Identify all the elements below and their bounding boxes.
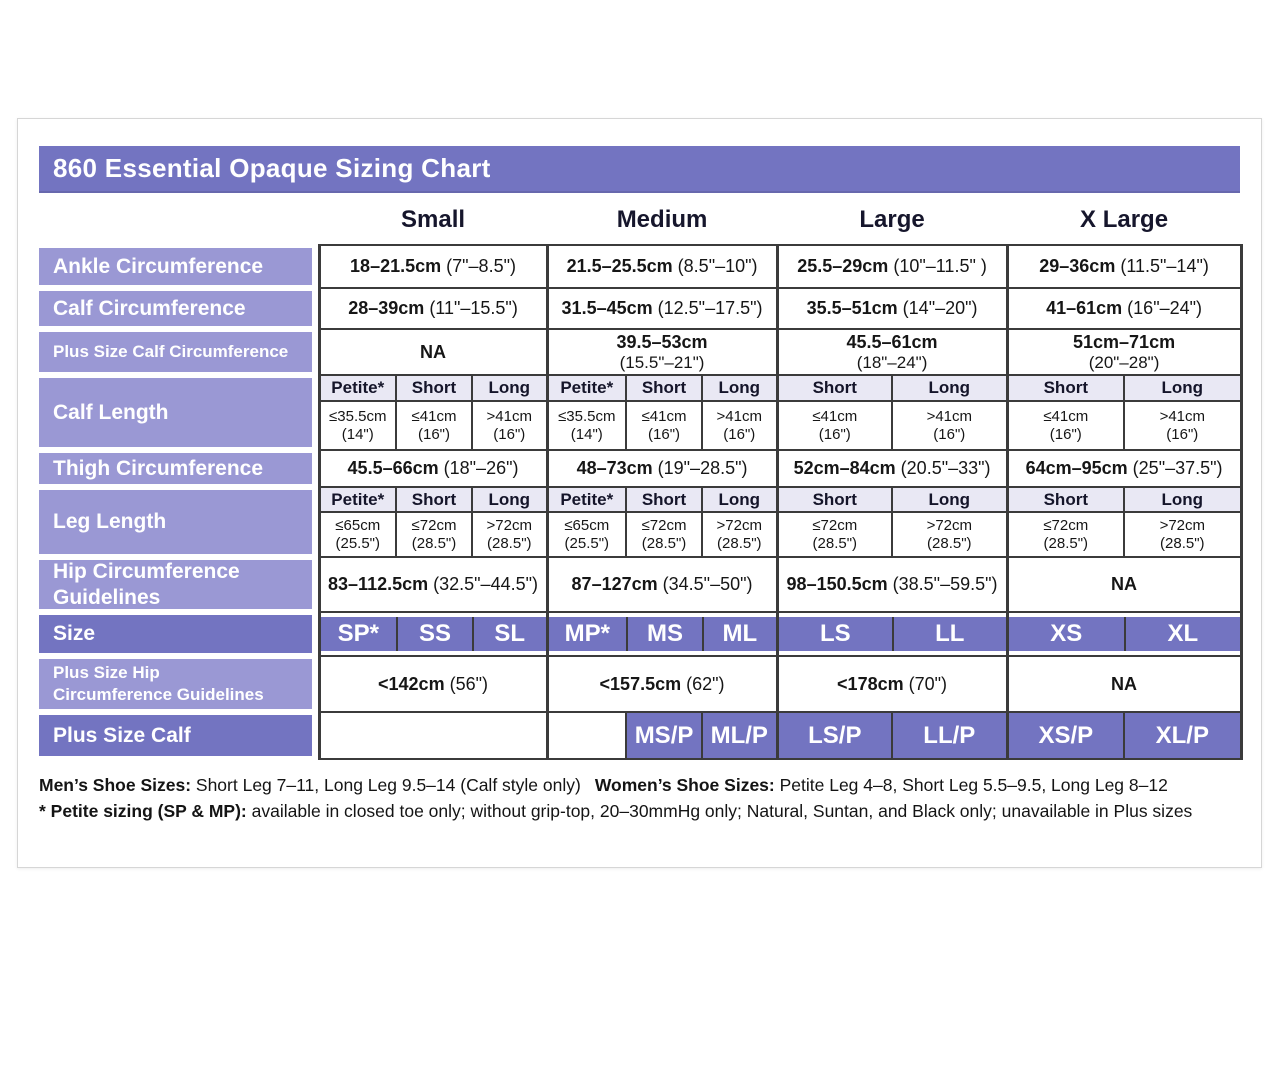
cell-plus-hip-medium: <157.5cm (62") xyxy=(547,656,777,712)
plus-calf-cell-medium-petite-empty xyxy=(547,712,626,759)
cell-plus-hip-small: <142cm (56") xyxy=(319,656,547,712)
subheader-small-long: Long xyxy=(472,375,547,401)
size-cell-ms: MS xyxy=(626,612,702,656)
subheader-xlarge-long: Long xyxy=(1124,487,1241,512)
table-row xyxy=(39,329,1241,375)
table-row xyxy=(39,450,1241,487)
cell-calf-length-large-short: ≤41cm (16") xyxy=(777,401,892,450)
subheader-large-short: Short xyxy=(777,487,892,512)
cell-plus-calf-circ-medium: 39.5–53cm (15.5"–21") xyxy=(547,329,777,375)
subheader-large-long: Long xyxy=(892,487,1007,512)
subheader-small-long: Long xyxy=(472,487,547,512)
column-header-row xyxy=(39,201,1241,245)
row-label-calf-circumference: Calf Circumference xyxy=(39,288,319,329)
plus-calf-cell-small-empty xyxy=(319,712,547,759)
subheader-small-short: Short xyxy=(396,487,472,512)
cell-ankle-large: 25.5–29cm (10"–11.5" ) xyxy=(777,245,1007,288)
cell-calf-length-small-short: ≤41cm (16") xyxy=(396,401,472,450)
row-label-leg-length: Leg Length xyxy=(39,487,319,557)
subheader-medium-petite: Petite* xyxy=(547,487,626,512)
cell-plus-hip-large: <178cm (70") xyxy=(777,656,1007,712)
plus-calf-cell-mlp: ML/P xyxy=(702,712,777,759)
row-label-size: Size xyxy=(39,612,319,656)
subheader-medium-long: Long xyxy=(702,375,777,401)
cell-hip-small: 83–112.5cm (32.5"–44.5") xyxy=(319,557,547,612)
cell-plus-calf-circ-large: 45.5–61cm (18"–24") xyxy=(777,329,1007,375)
table-row xyxy=(39,612,1241,656)
row-label-thigh-circumference: Thigh Circumference xyxy=(39,450,319,487)
cell-thigh-large: 52cm–84cm (20.5"–33") xyxy=(777,450,1007,487)
page-title: 860 Essential Opaque Sizing Chart xyxy=(39,146,1240,193)
cell-calf-length-small-petite: ≤35.5cm (14") xyxy=(319,401,396,450)
cell-leg-length-medium-long: >72cm (28.5") xyxy=(702,512,777,557)
cell-calf-medium: 31.5–45cm (12.5"–17.5") xyxy=(547,288,777,329)
column-header-small: Small xyxy=(401,206,466,233)
size-cell-mp: MP* xyxy=(547,612,626,656)
table-row xyxy=(39,656,1241,712)
header-spacer xyxy=(39,201,319,245)
cell-leg-length-small-petite: ≤65cm (25.5") xyxy=(319,512,396,557)
cell-hip-large: 98–150.5cm (38.5"–59.5") xyxy=(777,557,1007,612)
subheader-medium-short: Short xyxy=(626,375,702,401)
cell-calf-large: 35.5–51cm (14"–20") xyxy=(777,288,1007,329)
subheader-medium-long: Long xyxy=(702,487,777,512)
cell-hip-medium: 87–127cm (34.5"–50") xyxy=(547,557,777,612)
table-row xyxy=(39,375,1241,401)
cell-calf-xlarge: 41–61cm (16"–24") xyxy=(1007,288,1241,329)
size-cell-sp: SP* xyxy=(319,612,396,656)
cell-ankle-xlarge: 29–36cm (11.5"–14") xyxy=(1007,245,1241,288)
footnote-shoe-sizes: Men’s Shoe Sizes: Short Leg 7–11, Long Leg 9.5–14 (Calf style only) Women’s Shoe Sizes: Petite Leg 4–8, Short Leg 5.5–9.5, Long Leg 8–12 xyxy=(39,775,1168,795)
footnote-petite-sizing: * Petite sizing (SP & MP): available in closed toe only; without grip-top, 20–30mmHg only; Natural, Suntan, and Black only; unavailable in Plus sizes xyxy=(39,801,1193,821)
cell-plus-calf-circ-xlarge: 51cm–71cm (20"–28") xyxy=(1007,329,1241,375)
table-row xyxy=(39,245,1241,288)
row-label-calf-length: Calf Length xyxy=(39,375,319,450)
table-row xyxy=(39,487,1241,512)
subheader-xlarge-short: Short xyxy=(1007,487,1124,512)
column-header-xlarge: X Large xyxy=(1080,206,1169,233)
sizing-chart-card xyxy=(17,118,1262,868)
subheader-large-long: Long xyxy=(892,375,1007,401)
plus-calf-cell-lsp: LS/P xyxy=(777,712,892,759)
cell-calf-length-medium-short: ≤41cm (16") xyxy=(626,401,702,450)
subheader-small-petite: Petite* xyxy=(319,375,396,401)
plus-calf-cell-llp: LL/P xyxy=(892,712,1007,759)
table-row xyxy=(39,557,1241,612)
subheader-medium-petite: Petite* xyxy=(547,375,626,401)
subheader-xlarge-long: Long xyxy=(1124,375,1241,401)
cell-plus-calf-circ-small: NA xyxy=(319,329,547,375)
row-label-plus-size-calf-circumference: Plus Size Calf Circumference xyxy=(39,329,319,375)
cell-calf-length-large-long: >41cm (16") xyxy=(892,401,1007,450)
subheader-large-short: Short xyxy=(777,375,892,401)
cell-ankle-small: 18–21.5cm (7"–8.5") xyxy=(319,245,547,288)
row-label-hip-circumference-guidelines: Hip Circumference Guidelines xyxy=(39,557,319,612)
cell-leg-length-small-long: >72cm (28.5") xyxy=(472,512,547,557)
table-row xyxy=(39,288,1241,329)
subheader-small-petite: Petite* xyxy=(319,487,396,512)
cell-thigh-small: 45.5–66cm (18"–26") xyxy=(319,450,547,487)
plus-calf-cell-msp: MS/P xyxy=(626,712,702,759)
cell-leg-length-large-long: >72cm (28.5") xyxy=(892,512,1007,557)
cell-plus-hip-xlarge: NA xyxy=(1007,656,1241,712)
cell-calf-length-xlarge-long: >41cm (16") xyxy=(1124,401,1241,450)
cell-leg-length-medium-petite: ≤65cm (25.5") xyxy=(547,512,626,557)
cell-leg-length-medium-short: ≤72cm (28.5") xyxy=(626,512,702,557)
cell-calf-length-small-long: >41cm (16") xyxy=(472,401,547,450)
subheader-medium-short: Short xyxy=(626,487,702,512)
cell-thigh-medium: 48–73cm (19"–28.5") xyxy=(547,450,777,487)
size-cell-ss: SS xyxy=(396,612,472,656)
row-label-plus-size-hip-circumference-guidelines: Plus Size Hip Circumference Guidelines xyxy=(39,656,319,712)
subheader-xlarge-short: Short xyxy=(1007,375,1124,401)
size-cell-sl: SL xyxy=(472,612,547,656)
plus-calf-cell-xsp: XS/P xyxy=(1007,712,1124,759)
cell-thigh-xlarge: 64cm–95cm (25"–37.5") xyxy=(1007,450,1241,487)
cell-hip-xlarge: NA xyxy=(1007,557,1241,612)
size-cell-ll: LL xyxy=(892,612,1007,656)
subheader-small-short: Short xyxy=(396,375,472,401)
cell-leg-length-large-short: ≤72cm (28.5") xyxy=(777,512,892,557)
size-cell-xs: XS xyxy=(1007,612,1124,656)
column-header-large: Large xyxy=(859,206,925,233)
plus-calf-cell-xlp: XL/P xyxy=(1124,712,1241,759)
row-label-ankle-circumference: Ankle Circumference xyxy=(39,245,319,288)
cell-leg-length-xlarge-short: ≤72cm (28.5") xyxy=(1007,512,1124,557)
column-header-medium: Medium xyxy=(616,206,708,233)
cell-leg-length-small-short: ≤72cm (28.5") xyxy=(396,512,472,557)
size-cell-ls: LS xyxy=(777,612,892,656)
cell-calf-length-xlarge-short: ≤41cm (16") xyxy=(1007,401,1124,450)
cell-calf-length-medium-long: >41cm (16") xyxy=(702,401,777,450)
sizing-table xyxy=(39,201,1243,760)
size-cell-xl: XL xyxy=(1124,612,1241,656)
footnotes xyxy=(39,772,1240,824)
size-cell-ml: ML xyxy=(702,612,777,656)
row-label-plus-size-calf: Plus Size Calf xyxy=(39,712,319,759)
cell-ankle-medium: 21.5–25.5cm (8.5"–10") xyxy=(547,245,777,288)
cell-calf-small: 28–39cm (11"–15.5") xyxy=(319,288,547,329)
page xyxy=(0,118,1280,1077)
cell-leg-length-xlarge-long: >72cm (28.5") xyxy=(1124,512,1241,557)
table-row xyxy=(39,712,1241,759)
cell-calf-length-medium-petite: ≤35.5cm (14") xyxy=(547,401,626,450)
